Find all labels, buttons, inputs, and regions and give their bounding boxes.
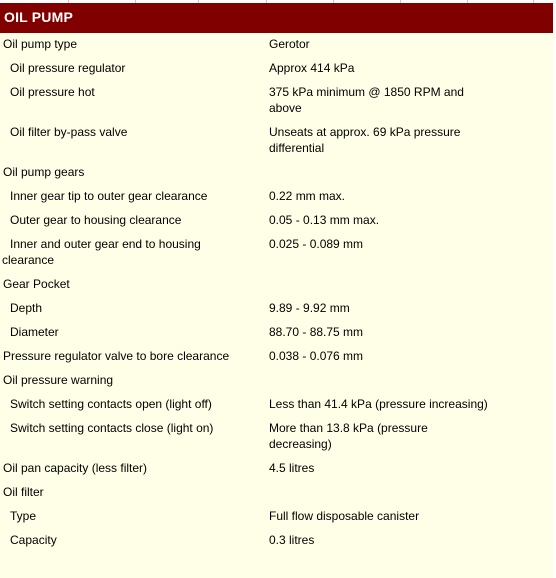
spec-label: Capacity — [10, 533, 57, 547]
spec-value — [269, 124, 519, 156]
spec-label: Oil filter — [3, 485, 44, 499]
spec-label: Switch setting contacts open (light off) — [10, 397, 212, 411]
spec-value — [269, 420, 519, 452]
spec-label: Outer gear to housing clearance — [10, 213, 182, 227]
spec-value-line: 375 kPa minimum @ 1850 RPM and — [269, 85, 464, 99]
spec-value-line: differential — [269, 141, 325, 155]
section-header — [0, 3, 556, 33]
spec-label: Oil pressure regulator — [10, 61, 126, 75]
spec-value: Less than 41.4 kPa (pressure increasing) — [269, 397, 488, 411]
spec-value-line: decreasing) — [269, 437, 332, 451]
spec-label-line: Inner and outer gear end to housing — [10, 237, 201, 251]
spec-value: Approx 414 kPa — [269, 61, 355, 75]
spec-label: Type — [10, 509, 37, 523]
spec-label: Oil filter by-pass valve — [10, 125, 128, 139]
spec-label: Oil pan capacity (less filter) — [3, 461, 148, 475]
spec-value-line: above — [269, 101, 302, 115]
spec-value-line: More than 13.8 kPa (pressure — [269, 421, 428, 435]
section-title: OIL PUMP — [4, 9, 74, 25]
spec-value: 0.038 - 0.076 mm — [269, 349, 364, 363]
spec-label: Oil pressure hot — [10, 85, 95, 99]
spec-value: 0.3 litres — [269, 533, 315, 547]
spec-label: Inner gear tip to outer gear clearance — [10, 189, 208, 203]
spec-label: Switch setting contacts close (light on) — [10, 421, 214, 435]
spec-value — [269, 84, 519, 116]
spec-label: Pressure regulator valve to bore clearance — [3, 349, 230, 363]
spec-value: 0.05 - 0.13 mm max. — [269, 213, 380, 227]
spec-label — [2, 236, 260, 268]
spec-label: Diameter — [10, 325, 59, 339]
spec-value: 4.5 litres — [269, 461, 315, 475]
spec-value: 9.89 - 9.92 mm — [269, 301, 350, 315]
spec-label: Gear Pocket — [3, 277, 70, 291]
spec-label: Oil pump type — [3, 37, 78, 51]
spec-label: Oil pump gears — [3, 165, 85, 179]
spec-value: 0.22 mm max. — [269, 189, 346, 203]
spec-value-line: Unseats at approx. 69 kPa pressure — [269, 125, 461, 139]
spec-label: Depth — [10, 301, 43, 315]
spec-label: Oil pressure warning — [3, 373, 114, 387]
spec-value: Full flow disposable canister — [269, 509, 420, 523]
spec-label-line: clearance — [2, 253, 55, 267]
spec-value: 88.70 - 88.75 mm — [269, 325, 364, 339]
spec-value: Gerotor — [269, 37, 310, 51]
spec-value: 0.025 - 0.089 mm — [269, 237, 364, 251]
